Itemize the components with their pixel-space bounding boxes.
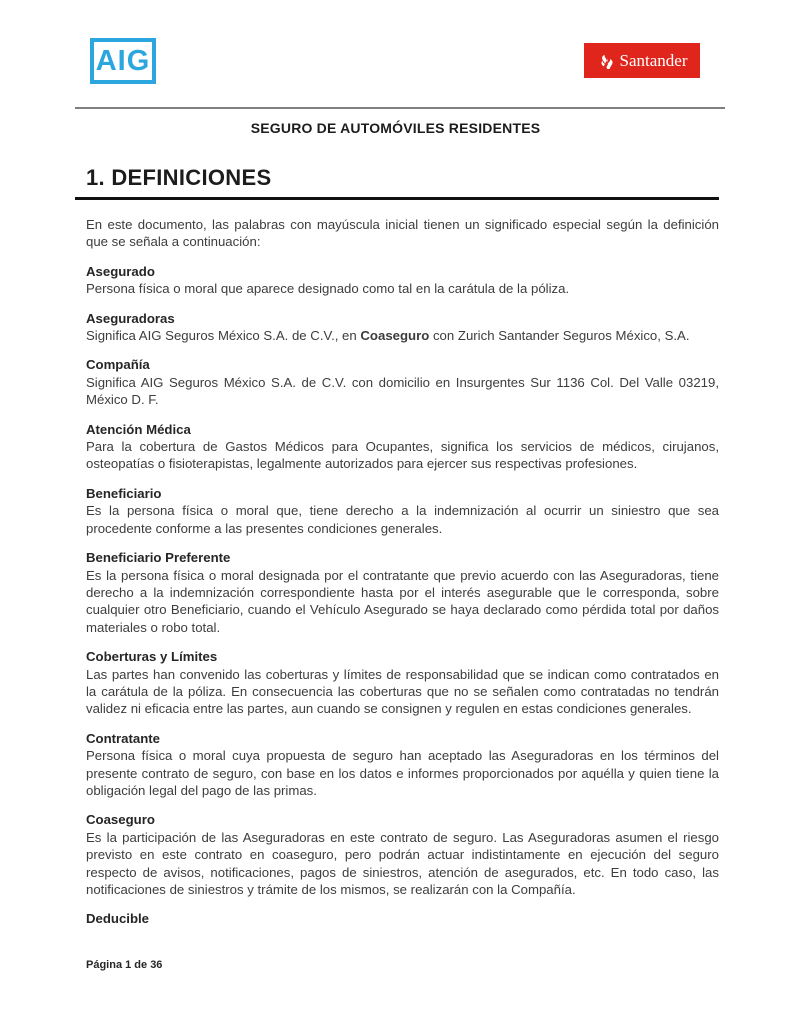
definitions-list	[86, 263, 719, 928]
definition-term: Contratante	[86, 730, 160, 746]
definition-body-segment: Es la persona física o moral que, tiene derecho a la indemnización al ocurrir un siniestro que sea procedente conforme a las presentes condiciones generales.	[86, 503, 719, 536]
section-heading: 1. DEFINICIONES	[75, 165, 719, 200]
definition-block	[86, 910, 719, 927]
definition-body-segment: Persona física o moral cuya propuesta de seguro han aceptado las Aseguradoras en los términos del presente contrato de seguro, con base en los datos e informes proporcionados por aquélla y quien tiene la obligación legal del pago de las primas.	[86, 748, 719, 798]
document-content	[86, 165, 719, 928]
header-divider	[75, 107, 725, 109]
definition-term: Asegurado	[86, 263, 155, 279]
santander-logo	[584, 43, 700, 78]
definition-block	[86, 356, 719, 408]
definition-block	[86, 549, 719, 636]
definition-body-segment: Para la cobertura de Gastos Médicos para Ocupantes, significa los servicios de médicos, cirujanos, osteopatías o fisioterapistas, legalmente autorizados para ejercer sus respectivas profesiones.	[86, 439, 719, 472]
definition-body-segment: Es la persona física o moral designada por el contratante que previo acuerdo con las Aseguradoras, tiene derecho a la indemnización correspondiente hasta por el interés asegurable que le corresponda, sobre cualquier otro Beneficiario, cuando el Vehículo Asegurado se haya declarado como pérdida total por daños materiales o robo total.	[86, 567, 719, 635]
definition-block	[86, 421, 719, 473]
definition-body	[86, 567, 719, 637]
definition-block	[86, 811, 719, 898]
definition-term: Beneficiario Preferente	[86, 550, 231, 566]
definition-term: Aseguradoras	[86, 310, 175, 326]
document-title: SEGURO DE AUTOMÓVILES RESIDENTES	[250, 120, 541, 136]
definition-body	[86, 374, 719, 409]
definition-term: Coberturas y Límites	[86, 649, 218, 665]
definition-term: Beneficiario	[86, 485, 162, 501]
definition-term: Compañía	[86, 357, 150, 373]
definition-body	[86, 829, 719, 899]
definition-body-segment: Las partes han convenido las coberturas y límites de responsabilidad que se indican como contratados en la carátula de la póliza. En consecuencia las coberturas que no se señalen como contratadas no tendrán validez ni eficacia entre las partes, aun cuando se consignen y regulen en estas condiciones generales.	[86, 666, 719, 717]
definition-body	[86, 438, 719, 473]
definition-body-segment: Es la participación de las Aseguradoras en este contrato de seguro. Las Aseguradoras asumen el riesgo previsto en este contrato en coaseguro, pero podrán actuar indistintamente en ejecución del seguro respecto de avisos, notificaciones, pagos de siniestros, atención de asegurados, etc. En todo caso, las notificaciones de siniestros y trámite de los mismos, se realizarán con la Compañía.	[86, 829, 719, 897]
santander-flame-icon	[597, 53, 614, 69]
definition-term: Coaseguro	[86, 812, 155, 828]
definition-body-bold-segment: Coaseguro	[360, 328, 430, 344]
santander-logo-text: Santander	[619, 50, 688, 70]
aig-logo	[90, 38, 156, 84]
definition-body-segment: Significa AIG Seguros México S.A. de C.V. con domicilio en Insurgentes Sur 1136 Col. Del Valle 03219, México D. F.	[86, 374, 719, 408]
definition-term: Deducible	[86, 911, 150, 927]
intro-paragraph: En este documento, las palabras con mayúscula inicial tienen un significado especial según la definición que se señala a continuación:	[86, 217, 719, 250]
definition-block	[86, 648, 719, 718]
definition-body	[86, 502, 719, 537]
definition-body	[86, 280, 719, 297]
definition-block	[86, 485, 719, 537]
definition-body	[86, 747, 719, 799]
definition-body-segment: Significa AIG Seguros México S.A. de C.V., en	[86, 328, 361, 344]
aig-logo-text: AIG	[95, 44, 151, 77]
definition-block	[86, 310, 719, 345]
definition-body-segment: Persona física o moral que aparece designado como tal en la carátula de la póliza.	[86, 281, 570, 297]
definition-block	[86, 263, 719, 298]
definition-term: Atención Médica	[86, 421, 191, 437]
definition-body	[86, 666, 719, 718]
definition-body-segment: con Zurich Santander Seguros México, S.A.	[429, 328, 690, 344]
definition-block	[86, 730, 719, 800]
page-number: Página 1 de 36	[86, 959, 163, 971]
definition-body	[86, 327, 719, 344]
